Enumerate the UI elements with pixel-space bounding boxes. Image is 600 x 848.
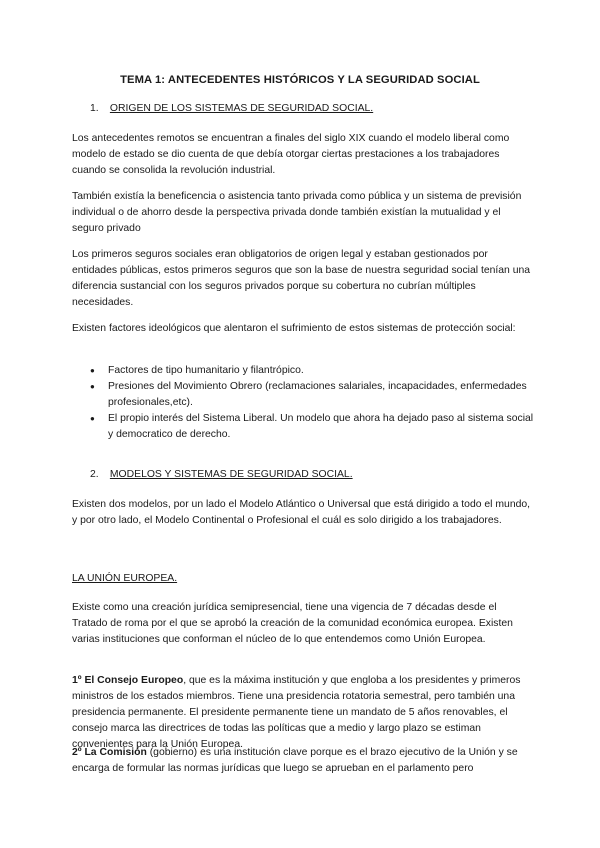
- section-1-title: ORIGEN DE LOS SISTEMAS DE SEGURIDAD SOCIAL.: [109, 103, 374, 114]
- paragraph-factores: Existen factores ideológicos que alentaron el sufrimiento de estos sistemas de protección social:: [72, 323, 516, 334]
- comision-label: 2º La Comisión: [72, 747, 147, 758]
- paragraph-beneficencia: También existía la beneficencia o asistencia tanto privada como pública y un sistema de previsión individual o de ahorro desde la perspectiva privada donde también existían la mutualidad y el seguro privado: [72, 191, 522, 234]
- paragraph-antecedentes: Los antecedentes remotos se encuentran a finales del siglo XIX cuando el modelo liberal como modelo de estado se dio cuenta de que debía otorgar ciertas prestaciones a los trabajadores cuando se consolida la revolución industrial.: [72, 133, 510, 176]
- paragraph-modelos: Existen dos modelos, por un lado el Modelo Atlántico o Universal que está dirigido a todo el mundo, y por otro lado, el Modelo Continental o Profesional el cuál es solo dirigido a los trabajadores.: [72, 499, 531, 526]
- section-2-title: MODELOS Y SISTEMAS DE SEGURIDAD SOCIAL.: [109, 469, 353, 480]
- section-2-heading: [90, 467, 353, 483]
- comision-text: (gobierno) es una institución clave porque es el brazo ejecutivo de la Unión y se encarga de formular las normas jurídicas que luego se aprueban en el parlamento pero: [72, 747, 518, 774]
- paragraph-comision: [72, 745, 534, 777]
- factores-list: [90, 363, 534, 443]
- paragraph-primeros-seguros: Los primeros seguros sociales eran obligatorios de origen legal y estaban gestionados por entidades públicas, estos primeros seguros que son la base de nuestra seguridad social tenían una diferencia sustancial con los seguros privados porque su cobertura no cubrían múltiples necesidades.: [72, 249, 531, 308]
- paragraph-consejo-europeo: [72, 673, 534, 753]
- consejo-europeo-label: 1º El Consejo Europeo: [72, 675, 184, 686]
- section-2-number: 2.: [90, 469, 99, 480]
- list-item: ● El propio interés del Sistema Liberal. Un modelo que ahora ha dejado paso al sistema social y democratico de derecho.: [90, 411, 534, 443]
- consejo-europeo-text: , que es la máxima institución y que engloba a los presidentes y primeros ministros de los estados miembros. Tiene una presidencia rotatoria semestral, pero también una presidencia permanente. El presidente permanente tiene un mandato de 5 años renovables, el consejo marca las directrices de todas las políticas que a medio y largo plazo se estiman convenientes para la Unión Europea.: [72, 675, 521, 750]
- paragraph-union-europea: Existe como una creación jurídica semipresencial, tiene una vigencia de 7 décadas desde el Tratado de roma por el que se aprobó la creación de la comunidad económica europea. Existen varias instituciones que conforman el núcleo de lo que entendemos como Unión Europea.: [72, 602, 513, 645]
- document-title: TEMA 1: ANTECEDENTES HISTÓRICOS Y LA SEGURIDAD SOCIAL: [120, 74, 480, 86]
- list-item: ● Presiones del Movimiento Obrero (reclamaciones salariales, incapacidades, enfermedades profesionales,etc).: [90, 379, 534, 411]
- section-1-number: 1.: [90, 103, 99, 114]
- list-item: ● Factores de tipo humanitario y filantrópico.: [90, 363, 534, 379]
- section-1-heading: [90, 101, 373, 117]
- union-europea-heading: LA UNIÓN EUROPEA.: [72, 573, 178, 584]
